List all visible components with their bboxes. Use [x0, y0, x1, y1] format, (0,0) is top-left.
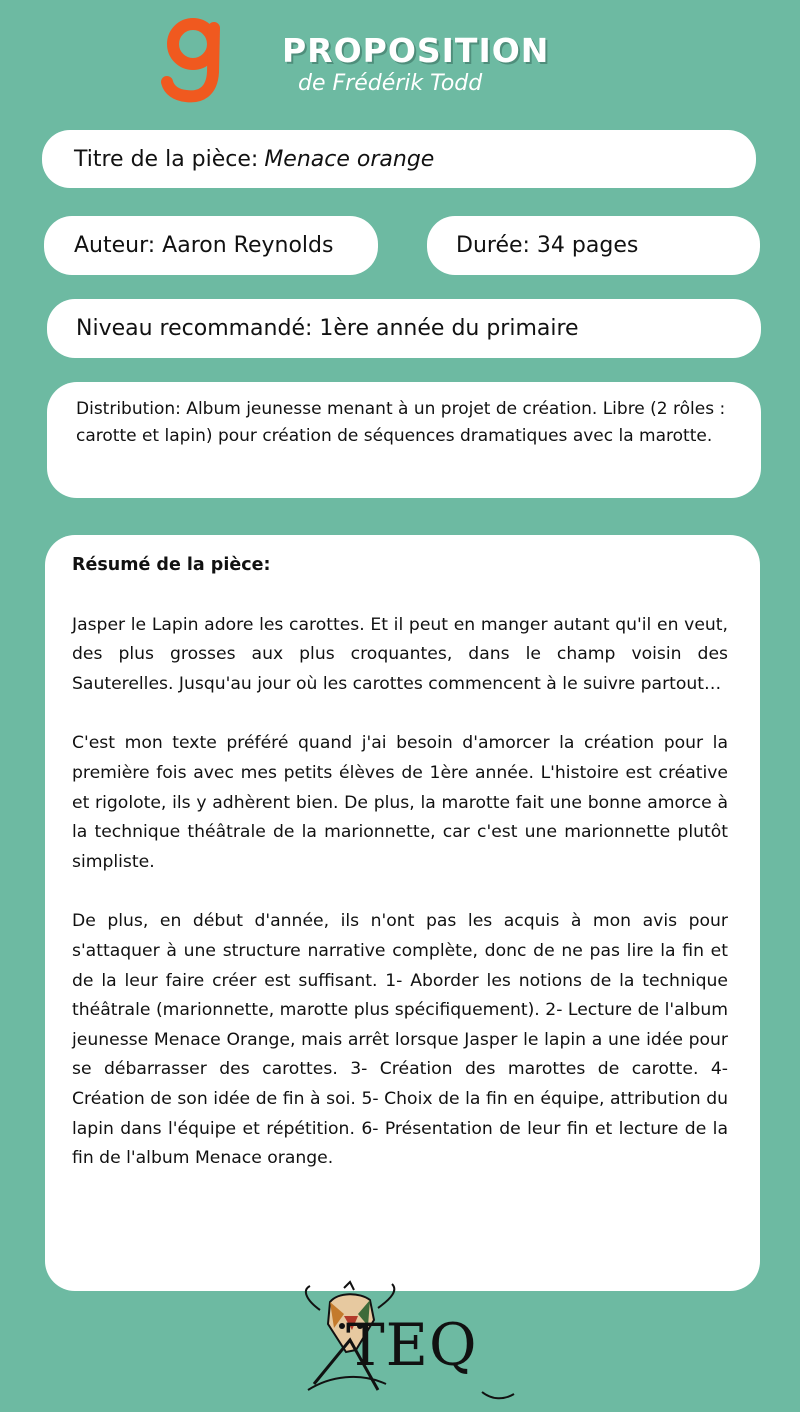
level-card [47, 299, 761, 358]
summary-paragraph-3: De plus, en début d'année, ils n'ont pas les acquis à mon avis pour s'attaquer à une structure narrative complète, donc de ne pas lire la fin et de la leur faire créer est suffisant. 1- Aborder les notions de la technique théâtrale (marionnette, marotte plus spécifiquement). 2- Lecture de l'album jeunesse Menace Orange, mais arrêt lorsque Jasper le lapin a une idée pour se débarrasser des carottes. 3- Création des marottes de carotte. 4- Création de son idée de fin à soi. 5- Choix de la fin en équipe, attribution du lapin dans l'équipe et répétition. 6- Présentation de leur fin et lecture de la fin de l'album Menace orange. [72, 911, 728, 1169]
ateq-logo-text: TEQ [346, 1311, 478, 1379]
author-text: Auteur: Aaron Reynolds [74, 233, 334, 258]
distribution-text: Distribution: Album jeunesse menant à un projet de création. Libre (2 rôles : carotte et lapin) pour création de séquences dramatiques avec la marotte. [76, 399, 726, 446]
play-title-value: Menace orange [264, 146, 435, 172]
summary-heading: Résumé de la pièce: [72, 555, 271, 575]
duration-text: Durée: 34 pages [456, 233, 639, 258]
distribution-card [47, 382, 761, 498]
author-card [44, 216, 378, 275]
brand-g-logo-icon [158, 18, 232, 104]
play-title-label: Titre de la pièce: [74, 146, 259, 172]
page-title: PROPOSITION [282, 31, 550, 70]
page-subtitle: de Frédérik Todd [298, 71, 483, 96]
play-title-card [42, 130, 756, 188]
duration-card [427, 216, 760, 275]
level-text: Niveau recommandé: 1ère année du primaire [76, 316, 579, 341]
summary-paragraph-1: Jasper le Lapin adore les carottes. Et il peut en manger autant qu'il en veut, des plus grosses aux plus croquantes, dans le champ voisin des Sauterelles. Jusqu'au jour où les carottes commencent à le suivre partout… [72, 614, 728, 694]
summary-card [45, 535, 760, 1291]
summary-paragraph-2: C'est mon texte préféré quand j'ai besoin d'amorcer la création pour la première fois avec mes petits élèves de 1ère année. L'histoire est créative et rigolote, ils y adhèrent bien. De plus, la marotte fait une bonne amorce à la technique théâtrale de la marionnette, car c'est une marionnette plutôt simpliste. [72, 733, 728, 872]
